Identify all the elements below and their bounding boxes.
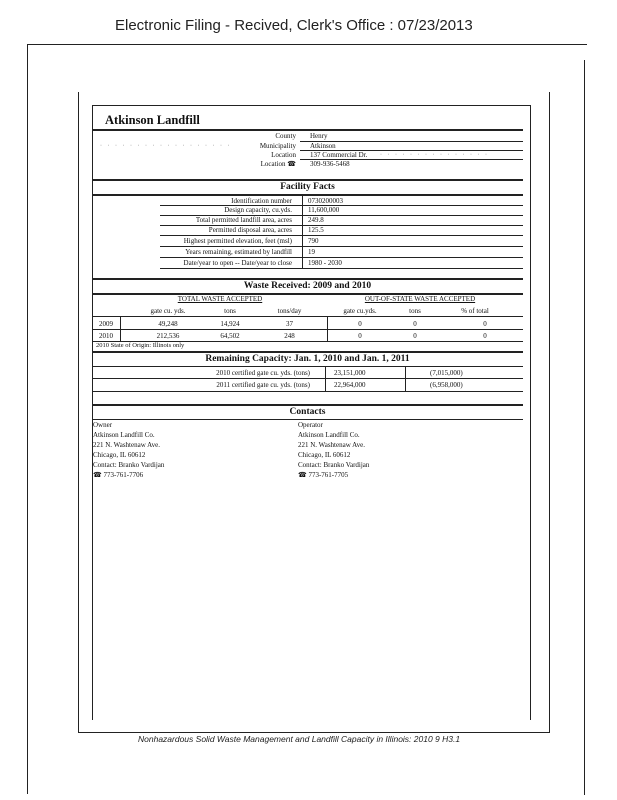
column-header: tons (224, 307, 236, 315)
facility-row-label: Years remaining, estimated by landfill (185, 248, 292, 256)
municipality-label: Municipality (259, 142, 296, 150)
facility-facts-heading: Facility Facts (280, 182, 335, 192)
table-cell: 0 (413, 320, 417, 328)
owner-contact-person: Contact: Branko Vardijan (93, 461, 165, 469)
county-value: Henry (310, 132, 328, 140)
facility-row-label: Total permitted landfill area, acres (195, 216, 292, 224)
row-year: 2010 (99, 332, 113, 340)
table-cell: 212,536 (156, 332, 180, 340)
document-title: Atkinson Landfill (105, 113, 200, 127)
facility-row-label: Identification number (231, 197, 292, 205)
page-border-top (27, 44, 587, 45)
facility-row-label: Permitted disposal area, acres (208, 226, 292, 234)
remaining-capacity-heading: Remaining Capacity: Jan. 1, 2010 and Jan. 1, 2011 (205, 354, 410, 364)
table-cell: 37 (286, 320, 293, 328)
operator-role: Operator (298, 421, 323, 429)
table-cell: 0 (483, 320, 487, 328)
page-border-right (584, 60, 585, 795)
operator-phone: ☎ 773-761-7705 (298, 471, 349, 479)
table-cell: 0 (483, 332, 487, 340)
row-year: 2009 (99, 320, 113, 328)
page-border-left (27, 44, 28, 794)
facility-row-value: 19 (308, 248, 315, 256)
page-footer: Nonhazardous Solid Waste Management and Landfill Capacity in Illinois: 2010 9 H3.1 (138, 734, 461, 744)
municipality-value: Atkinson (310, 142, 336, 150)
document-frame-left (78, 92, 79, 732)
operator-city: Chicago, IL 60612 (298, 451, 351, 459)
table-cell: 64,502 (220, 332, 240, 340)
facility-row-value: 11,600,000 (308, 206, 340, 214)
title-rule (92, 129, 523, 131)
phone-value: 309-936-5468 (310, 160, 350, 168)
column-header: tons (409, 307, 421, 315)
facility-row-value: 1980 - 2030 (308, 259, 342, 267)
out-of-state-group-label: OUT-OF-STATE WASTE ACCEPTED (364, 295, 476, 303)
location-value: 137 Commercial Dr. (310, 151, 368, 159)
capacity-row-label: 2011 certified gate cu. yds. (tons) (216, 381, 310, 389)
owner-name: Atkinson Landfill Co. (93, 431, 155, 439)
owner-street: 221 N. Washtenaw Ave. (93, 441, 161, 449)
county-label: County (275, 132, 296, 140)
facility-row-value: 249.8 (308, 216, 324, 224)
facility-row-value: 125.5 (308, 226, 324, 234)
facility-row-label: Design capacity, cu.yds. (224, 206, 292, 214)
phone-label: Location ☎ (260, 160, 296, 168)
operator-contact (298, 420, 369, 480)
column-header: tons/day (277, 307, 302, 315)
owner-city: Chicago, IL 60612 (93, 451, 146, 459)
waste-received-heading: Waste Received: 2009 and 2010 (243, 281, 372, 291)
owner-contact (93, 420, 164, 480)
owner-role: Owner (93, 421, 113, 429)
total-waste-group-label: TOTAL WASTE ACCEPTED (177, 295, 263, 303)
table-cell: 14,924 (220, 320, 240, 328)
table-cell: 0 (358, 320, 362, 328)
capacity-row-tons: (6,958,000) (430, 381, 463, 389)
filing-stamp: Electronic Filing - Recived, Clerk's Office : 07/23/2013 (115, 17, 473, 34)
facility-row-value: 790 (308, 237, 319, 245)
document-frame-bottom (78, 732, 550, 733)
capacity-row-value: 22,964,000 (334, 381, 366, 389)
capacity-row-tons: (7,015,000) (430, 369, 463, 377)
owner-phone: ☎ 773-761-7706 (93, 471, 144, 479)
operator-contact-person: Contact: Branko Vardijan (298, 461, 370, 469)
table-cell: 0 (413, 332, 417, 340)
facility-row-label: Date/year to open -- Date/year to close (183, 259, 292, 267)
state-of-origin-note: 2010 State of Origin: Illinois only (96, 342, 185, 349)
column-header: % of total (461, 307, 489, 315)
table-cell: 49,248 (158, 320, 178, 328)
operator-street: 221 N. Washtenaw Ave. (298, 441, 366, 449)
column-header: gate cu. yds. (150, 307, 186, 315)
facility-row-value: 0730200003 (308, 197, 343, 205)
document-frame-right (549, 92, 550, 732)
table-cell: 248 (284, 332, 295, 340)
operator-name: Atkinson Landfill Co. (298, 431, 360, 439)
content-frame-top (92, 105, 531, 106)
capacity-row-value: 23,151,000 (334, 369, 366, 377)
facility-row-label: Highest permitted elevation, feet (msl) (183, 237, 292, 245)
content-frame-right (530, 105, 531, 720)
capacity-row-label: 2010 certified gate cu. yds. (tons) (216, 369, 310, 377)
contacts-heading: Contacts (289, 407, 326, 417)
table-cell: 0 (358, 332, 362, 340)
location-label: Location (271, 151, 296, 159)
facility-rule-top (92, 179, 523, 181)
column-header: gate cu.yds. (343, 307, 377, 315)
